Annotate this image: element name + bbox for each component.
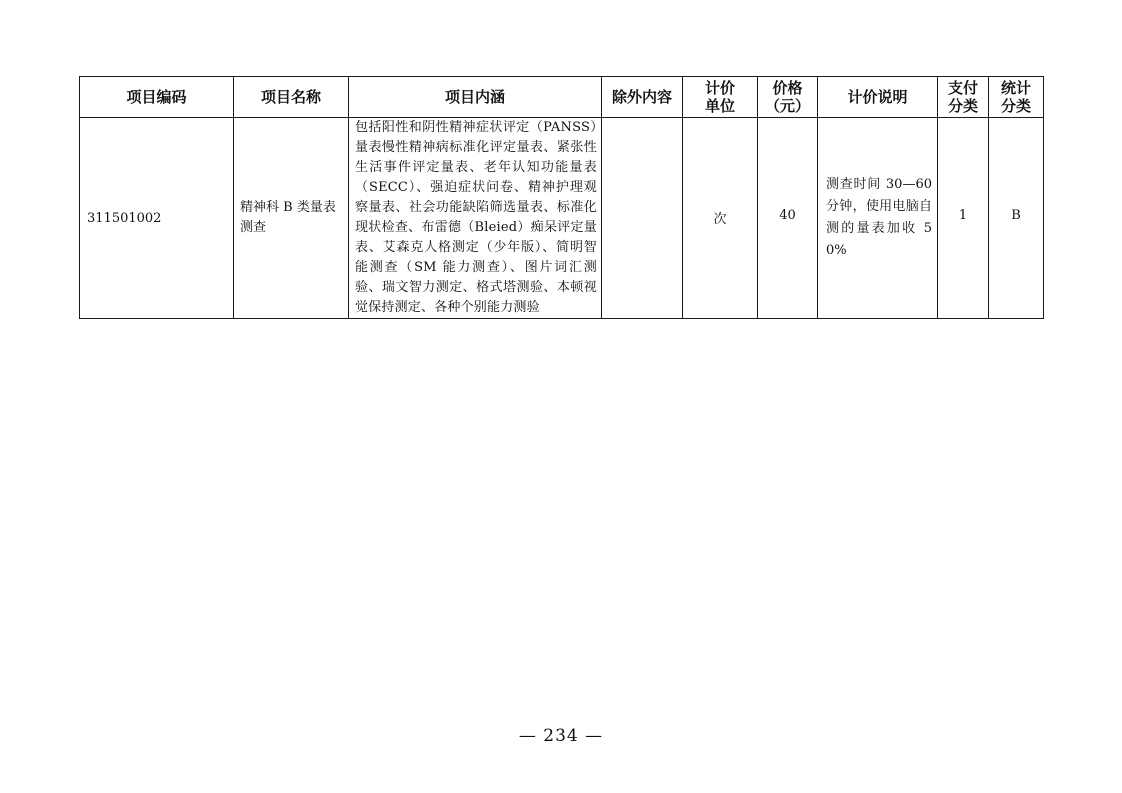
cell-price: 40: [758, 118, 818, 319]
page-number: — 234 —: [518, 726, 604, 746]
header-excluded: 除外内容: [602, 77, 683, 118]
header-payment-label: 支付分类: [948, 79, 979, 115]
header-content: 项目内涵: [349, 77, 602, 118]
cell-name: 精神科 B 类量表测查: [234, 118, 349, 319]
cell-note: 测查时间 30—60 分钟，使用电脑自测的量表加收 50%: [818, 118, 938, 319]
table-header-row: [80, 77, 1044, 118]
cell-excluded: [602, 118, 683, 319]
header-price-label: 价格（元）: [764, 79, 810, 115]
cell-statistic: B: [989, 118, 1044, 319]
header-price: [758, 77, 818, 118]
header-code: 项目编码: [80, 77, 234, 118]
price-table: [79, 76, 1044, 319]
header-name: 项目名称: [234, 77, 349, 118]
header-payment: [938, 77, 989, 118]
cell-payment: 1: [938, 118, 989, 319]
cell-unit: 次: [683, 118, 758, 319]
cell-content: 包括阳性和阴性精神症状评定（PANSS）量表慢性精神病标准化评定量表、紧张性生活事件评定量表、老年认知功能量表（SECC）、强迫症状问卷、精神护理观察量表、社会功能缺陷筛选量表、标准化现状检查、布雷德（Bleied）痴呆评定量表、艾森克人格测定（少年版）、简明智能测查（SM 能力测查）、图片词汇测验、瑞文智力测定、格式塔测验、本顿视觉保持测定、各种个别能力测验: [349, 118, 602, 319]
cell-code: 311501002: [80, 118, 234, 319]
header-note: 计价说明: [818, 77, 938, 118]
table-row: [80, 118, 1044, 319]
header-statistic-label: 统计分类: [1001, 79, 1032, 115]
header-statistic: [989, 77, 1044, 118]
header-unit-label: 计价单位: [705, 79, 736, 115]
header-unit: [683, 77, 758, 118]
